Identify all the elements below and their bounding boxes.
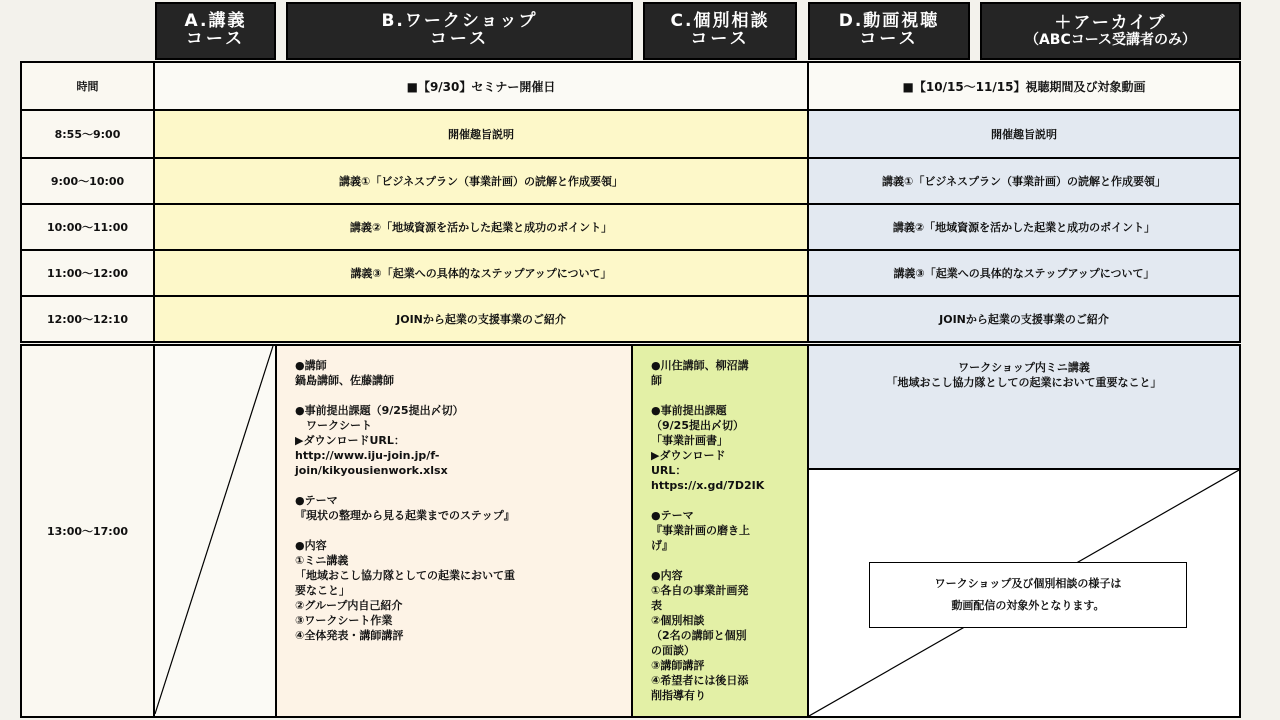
video-not-applicable bbox=[807, 468, 1241, 718]
workshop-details: ●講師 鍋島講師、佐藤講師 ●事前提出課題（9/25提出〆切） ワークシート ▶ダウンロードURL： http://www.iju-join.jp/f- join/kikyousienwork.xlsx ●テーマ 『現状の整理から見る起業までのステップ』 ●内容 ①ミニ講義 「地域おこし協力隊としての起業において重 要なこと」 ②グループ内自己紹介 ③ワークシート作業 ④全体発表・講師講評 bbox=[275, 344, 633, 718]
video-period-header: ■【10/15～11/15】視聴期間及び対象動画 bbox=[807, 61, 1241, 111]
course-d-title: D.動画視聴 bbox=[838, 11, 940, 32]
course-c-title: C.個別相談 bbox=[670, 11, 770, 32]
course-a-header bbox=[155, 2, 276, 60]
course-d-subtitle: コース bbox=[859, 29, 919, 49]
time-column-header: 時間 bbox=[20, 61, 155, 111]
course-b-title: B.ワークショップ bbox=[381, 11, 538, 32]
mini-lecture-video: ワークショップ内ミニ講義 「地域おこし協力隊としての起業において重要なこと」 bbox=[807, 344, 1241, 470]
archive-subtitle: （ABCコース受講者のみ） bbox=[1024, 31, 1197, 48]
seminar-cell: 開催趣旨説明 bbox=[153, 109, 809, 159]
course-b-header bbox=[286, 2, 633, 60]
time-cell: 9:00～10:00 bbox=[20, 157, 155, 205]
seminar-cell: JOINから起業の支援事業のご紹介 bbox=[153, 295, 809, 343]
course-b-subtitle: コース bbox=[429, 29, 490, 49]
course-a-subtitle: コース bbox=[185, 29, 246, 49]
course-d-header bbox=[808, 2, 970, 60]
seminar-cell: 講義②「地域資源を活かした起業と成功のポイント」 bbox=[153, 203, 809, 251]
video-cell: 講義③「起業への具体的なステップアップについて」 bbox=[807, 249, 1241, 297]
video-cell: 開催趣旨説明 bbox=[807, 109, 1241, 159]
time-cell: 12:00～12:10 bbox=[20, 295, 155, 343]
archive-title: ＋アーカイブ bbox=[1054, 12, 1167, 33]
time-cell: 11:00～12:00 bbox=[20, 249, 155, 297]
course-a-title: A.講義 bbox=[184, 11, 247, 32]
seminar-cell: 講義①「ビジネスプラン（事業計画）の読解と作成要領」 bbox=[153, 157, 809, 205]
consultation-details: ●川住講師、柳沼講 師 ●事前提出課題 （9/25提出〆切） 「事業計画書」 ▶ダウンロード URL： https://x.gd/7D2IK ●テーマ 『事業計画の磨き上 げ』 ●内容 ①各自の事業計画発 表 ②個別相談 （2名の講師と個別 の面談） ③講師講評 ④希望者には後日添 削指導有り bbox=[631, 344, 809, 718]
seminar-cell: 講義③「起業への具体的なステップアップについて」 bbox=[153, 249, 809, 297]
course-c-subtitle: コース bbox=[690, 29, 750, 49]
video-cell: JOINから起業の支援事業のご紹介 bbox=[807, 295, 1241, 343]
video-exclusion-notice: ワークショップ及び個別相談の様子は 動画配信の対象外となります。 bbox=[869, 562, 1187, 628]
archive-header bbox=[980, 2, 1241, 60]
course-a-not-applicable bbox=[153, 344, 277, 718]
time-cell: 10:00～11:00 bbox=[20, 203, 155, 251]
video-cell: 講義①「ビジネスプラン（事業計画）の読解と作成要領」 bbox=[807, 157, 1241, 205]
time-cell-afternoon: 13:00～17:00 bbox=[20, 344, 155, 718]
seminar-date-header: ■【9/30】セミナー開催日 bbox=[153, 61, 809, 111]
diagonal-line bbox=[155, 346, 275, 716]
time-cell: 8:55～9:00 bbox=[20, 109, 155, 159]
course-c-header bbox=[643, 2, 797, 60]
video-cell: 講義②「地域資源を活かした起業と成功のポイント」 bbox=[807, 203, 1241, 251]
